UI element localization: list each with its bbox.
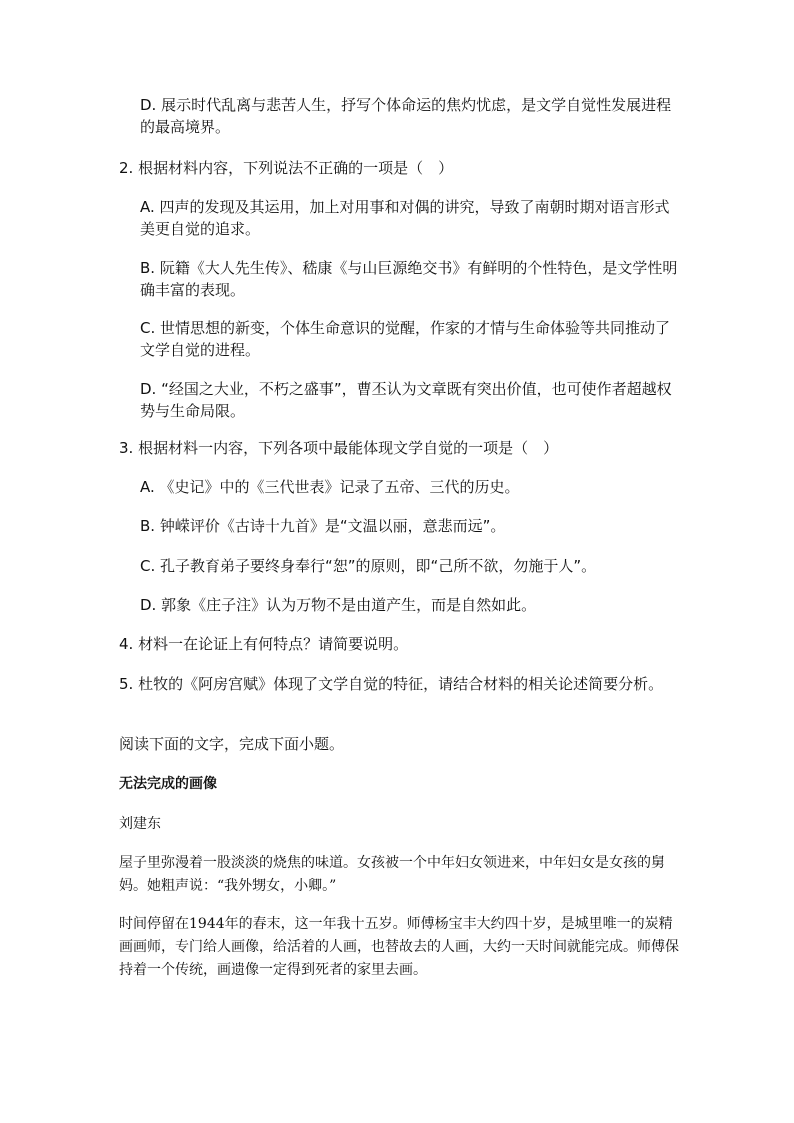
story-author: 刘建东: [119, 816, 161, 832]
q3-stem: 3. 根据材料一内容，下列各项中最能体现文学自觉的一项是（ ）: [119, 439, 559, 457]
q2-option-c: C. 世情思想的新变，个体生命意识的觉醒，作家的才情与生命体验等共同推动了文学自觉的进程。: [140, 319, 671, 359]
story-paragraph-2: 时间停留在1944年的春末，这一年我十五岁。师傅杨宝丰大约四十岁，是城里唯一的炭精画画师，专门给人画像，给活着的人画，也替故去的人画，大约一天时间就能完成。师傅保持着一个传统，画遗像一定得到死者的家里去画。: [119, 916, 679, 978]
q3-option-a: A. 《史记》中的《三代世表》记录了五帝、三代的历史。: [140, 478, 520, 496]
q3-option-c: C. 孔子教育弟子要终身奉行“恕”的原则，即“己所不欲，勿施于人”。: [140, 557, 597, 575]
story-title: 无法完成的画像: [119, 776, 217, 792]
q4-stem: 4. 材料一在论证上有何特点？请简要说明。: [119, 635, 409, 653]
q2-option-a: A. 四声的发现及其运用，加上对用事和对偶的讲究，导致了南朝时期对语言形式美更自觉的追求。: [140, 198, 670, 238]
q2-option-d: D. “经国之大业，不朽之盛事”，曹丕认为文章既有突出价值，也可使作者超越权势与生命局限。: [140, 380, 672, 420]
q1-option-d: D. 展示时代乱离与悲苦人生，抒写个体命运的焦灼忧虑，是文学自觉性发展进程的最高境界。: [140, 96, 672, 136]
q2-stem: 2. 根据材料内容，下列说法不正确的一项是（ ）: [119, 159, 454, 177]
q2-option-b: B. 阮籍《大人先生传》、嵇康《与山巨源绝交书》有鲜明的个性特色，是文学性明确丰富的表现。: [140, 259, 678, 299]
q5-stem: 5. 杜牧的《阿房宫赋》体现了文学自觉的特征，请结合材料的相关论述简要分析。: [119, 675, 664, 693]
reading-instruction: 阅读下面的文字，完成下面小题。: [119, 735, 345, 753]
q3-option-d: D. 郭象《庄子注》认为万物不是由道产生，而是自然如此。: [140, 596, 537, 614]
q3-option-b: B. 钟嵘评价《古诗十九首》是“文温以丽，意悲而远”。: [140, 517, 506, 535]
story-paragraph-1: 屋子里弥漫着一股淡淡的烧焦的味道。女孩被一个中年妇女领进来，中年妇女是女孩的舅妈。她粗声说：“我外甥女，小卿。”: [119, 855, 665, 894]
